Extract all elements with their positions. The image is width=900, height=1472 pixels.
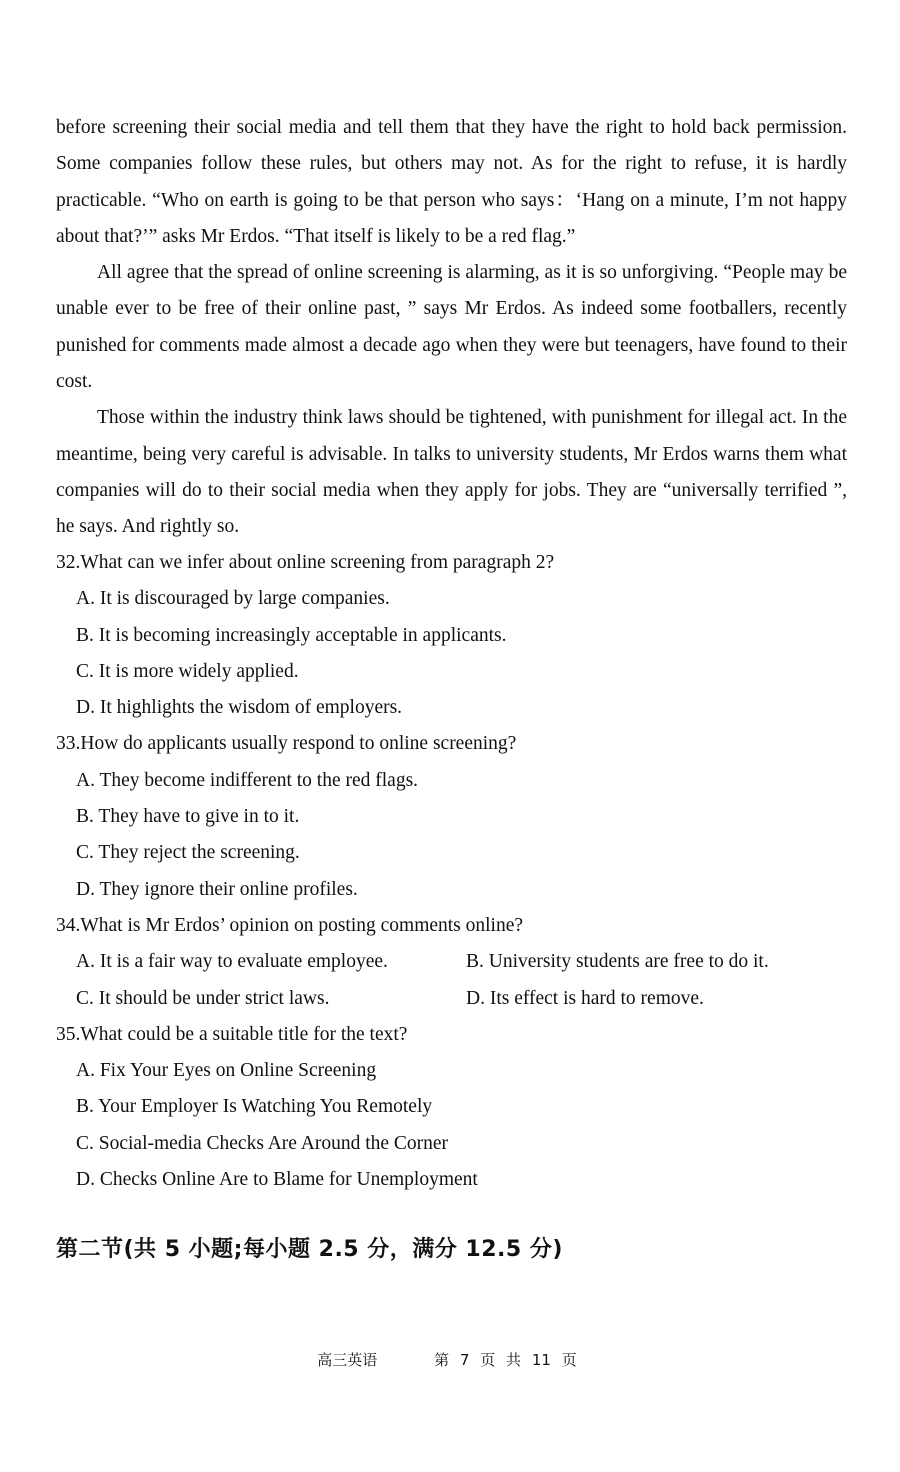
footer-ye: 页 (561, 1351, 577, 1369)
footer-gong: 共 (506, 1351, 522, 1369)
question-stem: 32.What can we infer about online screening from paragraph 2? (56, 552, 555, 573)
passage-paragraph: before screening their social media and tell them that they have the right to hold back permission. Some companies follow these rules, but others may not. As for the right to refuse, it is hardly practicable. “Who on earth is going to be that person who says：‘Hang on a minute, I’m not happy about that?’” asks Mr Erdos. “That itself is likely to be a red flag.” (56, 117, 847, 247)
passage-paragraph: Those within the industry think laws should be tightened, with punishment for illegal act. In the meantime, being very careful is advisable. In talks to university students, Mr Erdos warns them what companies will do to their social media when they apply for jobs. They are “universally terrified ”, he says. And rightly so. (56, 407, 847, 538)
option-a: A. It is a fair way to evaluate employee. (76, 951, 388, 973)
question-33 (56, 726, 856, 907)
footer-total-pages: 11 (531, 1351, 551, 1369)
footer-subject: 高三英语 (317, 1351, 378, 1369)
question-stem: 35.What could be a suitable title for the text? (56, 1023, 408, 1045)
option-a: A. They become indifferent to the red flags. (76, 769, 419, 791)
footer-di: 第 (434, 1351, 450, 1369)
question-stem: 34.What is Mr Erdos’ opinion on posting comments online? (56, 914, 524, 936)
page-footer (0, 1349, 900, 1370)
option-d: D. They ignore their online profiles. (76, 878, 358, 900)
option-c: C. It is more widely applied. (76, 660, 299, 682)
question-stem: 33.How do applicants usually respond to online screening? (56, 733, 517, 755)
footer-page-number: 7 (459, 1351, 470, 1369)
reading-passage (56, 110, 847, 546)
option-row (56, 944, 856, 980)
option-b: B. Your Employer Is Watching You Remotely (76, 1096, 433, 1118)
option-c: C. Social-media Checks Are Around the Corner (76, 1132, 449, 1154)
question-34 (56, 908, 856, 1017)
option-a: A. Fix Your Eyes on Online Screening (76, 1060, 377, 1082)
passage-paragraph: All agree that the spread of online screening is alarming, as it is so unforgiving. “People may be unable ever to be free of their online past, ” says Mr Erdos. As indeed some footballers, recently punished for comments made almost a decade ago when they were but teenagers, have found to their cost. (56, 262, 847, 393)
option-b: B. They have to give in to it. (76, 806, 300, 828)
option-d: D. Its effect is hard to remove. (466, 987, 704, 1009)
option-b: B. It is becoming increasingly acceptable in applicants. (76, 624, 507, 646)
option-c: C. They reject the screening. (76, 842, 300, 864)
question-35 (56, 1017, 856, 1198)
question-list (56, 545, 856, 1198)
option-a: A. It is discouraged by large companies. (76, 588, 390, 610)
section-heading: 第二节(共 5 小题;每小题 2.5 分，满分 12.5 分) (56, 1237, 563, 1262)
footer-ye: 页 (480, 1351, 496, 1369)
option-c: C. It should be under strict laws. (76, 987, 330, 1009)
option-row (56, 981, 856, 1017)
option-d: D. Checks Online Are to Blame for Unemployment (76, 1169, 478, 1191)
question-32 (56, 545, 856, 726)
option-b: B. University students are free to do it. (466, 951, 769, 973)
option-d: D. It highlights the wisdom of employers. (76, 697, 403, 719)
